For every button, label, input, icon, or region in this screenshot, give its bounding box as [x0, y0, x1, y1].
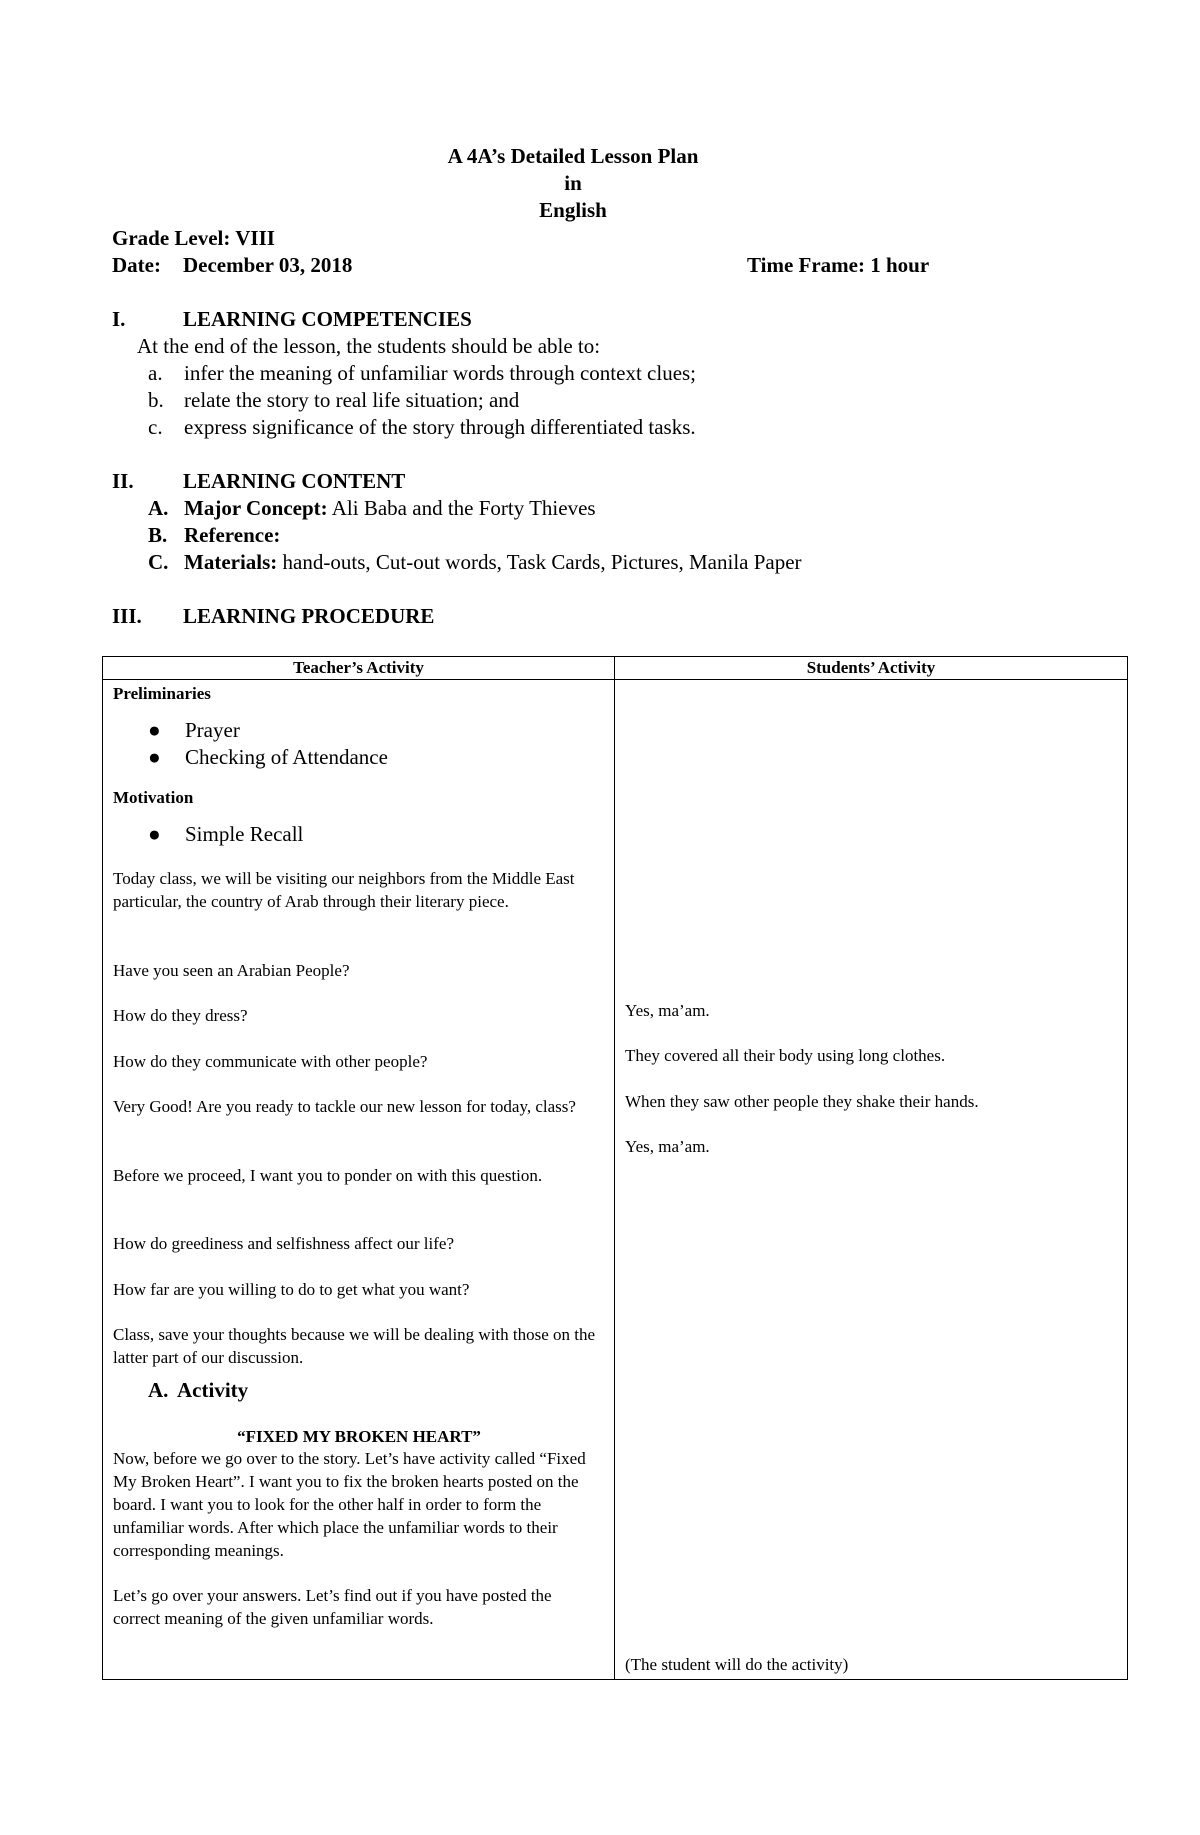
bullet-text: Prayer [185, 718, 240, 742]
student-answer: (The student will do the activity) [625, 1655, 849, 1674]
item-text: relate the story to real life situation; and [184, 388, 520, 412]
section-number: II. [112, 469, 134, 493]
date-value: December 03, 2018 [183, 253, 353, 277]
item-text: express significance of the story through differentiated tasks. [184, 415, 696, 439]
time-frame: Time Frame: 1 hour [747, 253, 930, 277]
table-row [103, 680, 1128, 1680]
procedure-table [102, 656, 1128, 1680]
section-number: III. [112, 604, 142, 628]
teacher-question: How do greediness and selfishness affect our life? [113, 1234, 454, 1253]
competencies-intro: At the end of the lesson, the students should be able to: [137, 334, 601, 358]
item-label: Materials: [184, 550, 278, 574]
preliminaries-label: Preliminaries [113, 684, 211, 703]
teacher-activity-cell [103, 680, 615, 1680]
item-label: Major Concept: [184, 496, 328, 520]
motivation-label: Motivation [113, 788, 194, 807]
col-header-students: Students’ Activity [615, 657, 1128, 680]
title-line-3: English [539, 198, 607, 222]
title-line-1: A 4A’s Detailed Lesson Plan [447, 144, 699, 168]
teacher-paragraph: Before we proceed, I want you to ponder on with this question. [113, 1166, 543, 1185]
teacher-paragraph: Now, before we go over to the story. Let’s have activity called “Fixed My Broken Heart”. I want you to fix the broken hearts posted on the board. I want you to look for the other half in order to form the unfamiliar words. After which place the unfamiliar words to their corresponding meanings. [113, 1449, 586, 1560]
teacher-paragraph: Very Good! Are you ready to tackle our new lesson for today, class? [113, 1097, 576, 1116]
item-marker: b. [148, 388, 164, 412]
bullet-text: Simple Recall [185, 822, 304, 846]
grade-level: Grade Level: VIII [112, 226, 275, 250]
title-line-2: in [564, 171, 582, 195]
col-header-teacher: Teacher’s Activity [103, 657, 615, 680]
teacher-question: How far are you willing to do to get what you want? [113, 1280, 470, 1299]
date-label: Date: [112, 253, 161, 277]
activity-marker: A. [148, 1378, 169, 1402]
item-value: hand-outs, Cut-out words, Task Cards, Pictures, Manila Paper [282, 550, 802, 574]
item-marker: a. [148, 361, 163, 385]
activity-label: Activity [177, 1378, 249, 1402]
activity-heading [148, 1377, 249, 1404]
teacher-paragraph: Let’s go over your answers. Let’s find out if you have posted the correct meaning of the given unfamiliar words. [113, 1586, 552, 1628]
bullet-icon: ● [148, 822, 161, 846]
activity-title: “FIXED MY BROKEN HEART” [237, 1427, 481, 1446]
section-title: LEARNING COMPETENCIES [183, 307, 472, 331]
students-activity-cell [615, 680, 1128, 1680]
item-marker: c. [148, 415, 163, 439]
item-value: Ali Baba and the Forty Thieves [331, 496, 596, 520]
section-title: LEARNING CONTENT [183, 469, 406, 493]
teacher-question: How do they dress? [113, 1006, 248, 1025]
teacher-paragraph: Today class, we will be visiting our neighbors from the Middle East particular, the country of Arab through their literary piece. [113, 869, 575, 911]
student-answer: Yes, ma’am. [625, 1001, 710, 1020]
student-answer: When they saw other people they shake their hands. [625, 1092, 979, 1111]
item-marker: C. [148, 550, 169, 574]
teacher-paragraph: Class, save your thoughts because we will be dealing with those on the latter part of our discussion. [113, 1325, 596, 1367]
bullet-icon: ● [148, 718, 161, 742]
item-text: infer the meaning of unfamiliar words through context clues; [184, 361, 697, 385]
student-answer: Yes, ma’am. [625, 1137, 710, 1156]
item-marker: A. [148, 496, 169, 520]
table-header-row [103, 657, 1128, 680]
section-title: LEARNING PROCEDURE [183, 604, 435, 628]
item-marker: B. [148, 523, 168, 547]
teacher-question: Have you seen an Arabian People? [113, 961, 350, 980]
student-answer: They covered all their body using long clothes. [625, 1046, 946, 1065]
bullet-icon: ● [148, 745, 161, 769]
teacher-question: How do they communicate with other people? [113, 1052, 428, 1071]
bullet-text: Checking of Attendance [185, 745, 388, 769]
item-label: Reference: [184, 523, 281, 547]
section-number: I. [112, 307, 126, 331]
